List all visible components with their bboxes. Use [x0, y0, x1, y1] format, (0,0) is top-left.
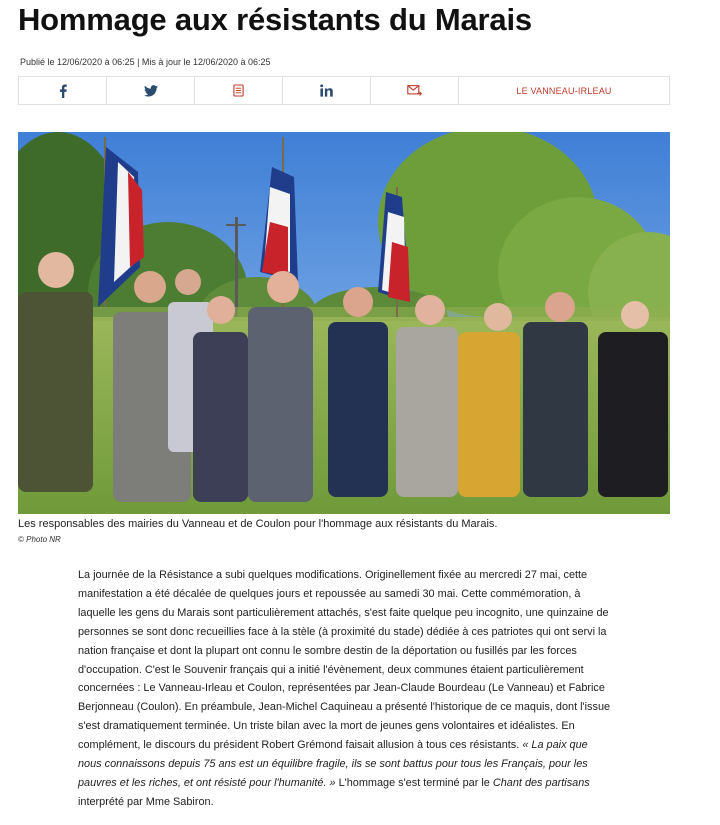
- article-title: Hommage aux résistants du Marais: [18, 2, 532, 37]
- twitter-icon: [144, 85, 158, 97]
- share-facebook-button[interactable]: [19, 77, 107, 104]
- linkedin-icon: [320, 84, 333, 97]
- publication-meta: Publié le 12/06/2020 à 06:25 | Mis à jour le 12/06/2020 à 06:25: [20, 57, 271, 67]
- email-icon: [407, 85, 422, 96]
- facebook-icon: [58, 84, 68, 98]
- share-twitter-button[interactable]: [107, 77, 195, 104]
- article-body: [78, 566, 613, 812]
- share-bar: [18, 76, 670, 105]
- share-print-button[interactable]: [195, 77, 283, 104]
- photo-credit: © Photo NR: [18, 535, 61, 544]
- article-paragraph: La journée de la Résistance a subi quelques modifications. Originellement fixée au mercredi 27 mai, cette manifestation a été décalée de quelques jours et repoussée au samedi 30 mai. Cette commémoration, à laquelle les gens du Marais sont particulièrement attachés, s'est faite quelque peu incognito, une quinzaine de personnes se sont donc recueillies face à la stèle (à proximité du stade) dédiée à ces patriotes qui ont servi la nation française et dont la plupart ont connu le sombre destin de la déportation ou fusillés par les forces d'occupation. C'est le Souvenir français qui a initié l'évènement, deux communes étaient particulièrement concernées : Le Vanneau-Irleau et Coulon, représentées par Jean-Claude Bourdeau (Le Vanneau) et Fabrice Berjonneau (Coulon). En préambule, Jean-Michel Caquineau a présenté l'historique de ce maquis, dont l'issue s'est dramatiquement terminée. Un triste bilan avec la mort de jeunes gens volontaires et idéalistes. En complément, le discours du président Robert Grémond faisait allusion à tous ces résistants.: [78, 569, 611, 752]
- share-email-button[interactable]: [371, 77, 459, 104]
- print-icon: [233, 84, 244, 97]
- article-quote: « La paix que nous connaissons depuis 75 ans est un équilibre fragile, ils se sont battus pour tous les Français, pour les pauvres et les riches, et ont résisté pour l'humanité. »: [78, 739, 588, 789]
- commune-tag-link[interactable]: LE VANNEAU-IRLEAU: [516, 85, 612, 96]
- article-photo: [18, 132, 670, 514]
- song-title: Chant des partisans: [492, 776, 590, 789]
- photo-caption: Les responsables des mairies du Vanneau et de Coulon pour l'hommage aux résistants du Marais.: [18, 518, 498, 530]
- article-paragraph-final: interprété par Mme Sabiron.: [78, 795, 214, 808]
- article-paragraph-end: L'hommage s'est terminé par le: [335, 776, 493, 789]
- share-linkedin-button[interactable]: [283, 77, 371, 104]
